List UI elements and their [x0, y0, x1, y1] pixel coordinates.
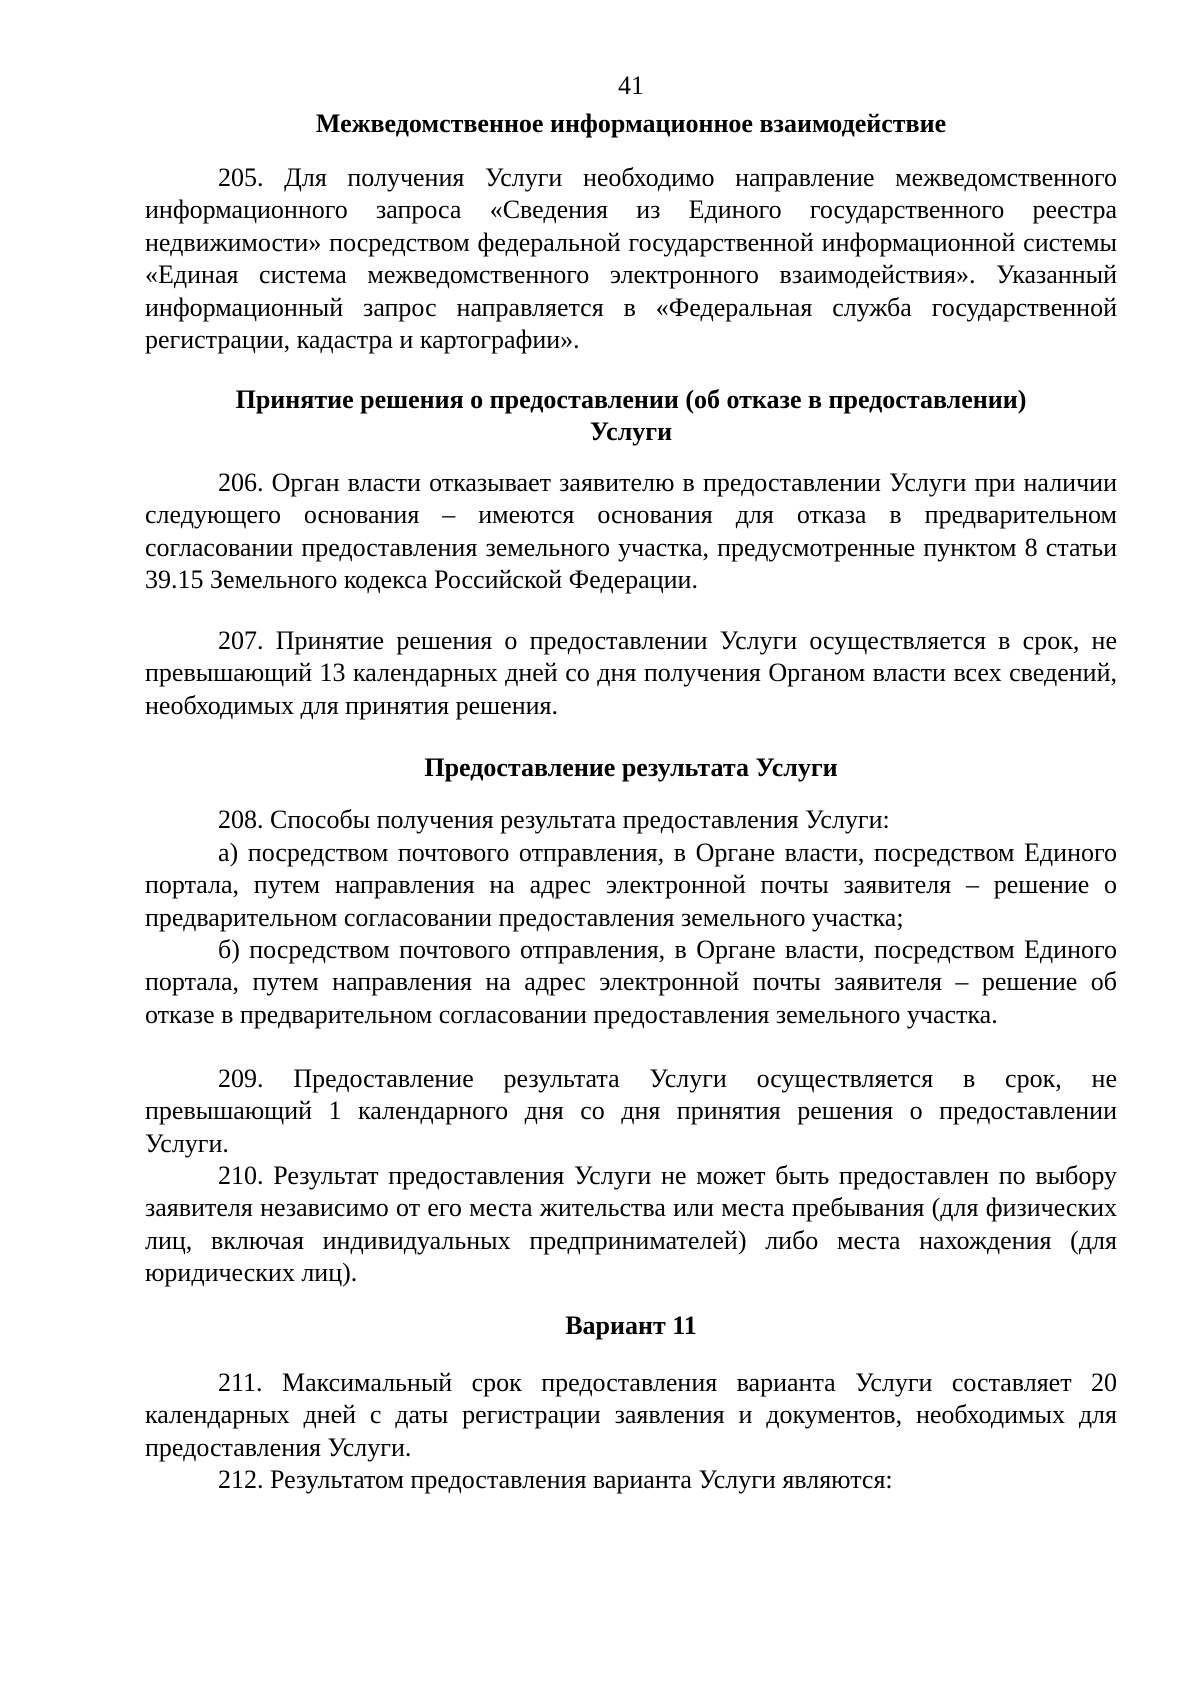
paragraph-207: 207. Принятие решения о предоставлении Услуги осуществляется в срок, не превышающий 13 календарных дней со дня получения Органом власти всех сведений, необходимых для принятия решения. [145, 626, 1117, 720]
paragraph-205: 205. Для получения Услуги необходимо направление межведомственного информационного запроса «Сведения из Единого государственного реестра недвижимости» посредством федеральной государственной информационной системы «Единая система межведомственного электронного взаимодействия». Указанный информационный запрос направляется в «Федеральная служба государственной регистрации, кадастра и картографии». [145, 163, 1117, 355]
paragraph-212: 212. Результатом предоставления варианта Услуги являются: [218, 1465, 893, 1494]
paragraph-208: 208. Способы получения результата предоставления Услуги: [218, 805, 890, 834]
paragraph-208-b: б) посредством почтового отправления, в Органе власти, посредством Единого портала, путем направления на адрес электронной почты заявителя – решение об отказе в предварительном согласовании предоставления земельного участка. [145, 935, 1117, 1029]
paragraph-209: 209. Предоставление результата Услуги осуществляется в срок, не превышающий 1 календарного дня со дня принятия решения о предоставлении Услуги. [145, 1064, 1117, 1158]
section-heading-variant-11: Вариант 11 [565, 1311, 697, 1340]
page-number: 41 [618, 71, 644, 100]
paragraph-208-a: а) посредством почтового отправления, в Органе власти, посредством Единого портала, путем направления на адрес электронной почты заявителя – решение о предварительном согласовании предоставления земельного участка; [145, 838, 1117, 932]
section-heading-result: Предоставление результата Услуги [424, 753, 838, 782]
paragraph-210: 210. Результат предоставления Услуги не может быть предоставлен по выбору заявителя независимо от его места жительства или места пребывания (для физических лиц, включая индивидуальных предпринимателей) либо места нахождения (для юридических лиц). [145, 1161, 1117, 1288]
paragraph-206: 206. Орган власти отказывает заявителю в предоставлении Услуги при наличии следующего основания – имеются основания для отказа в предварительном согласовании предоставления земельного участка, предусмотренные пунктом 8 статьи 39.15 Земельного кодекса Российской Федерации. [145, 468, 1117, 595]
section-heading-interagency: Межведомственное информационное взаимодействие [315, 109, 947, 138]
paragraph-211: 211. Максимальный срок предоставления варианта Услуги составляет 20 календарных дней с даты регистрации заявления и документов, необходимых для предоставления Услуги. [145, 1368, 1117, 1462]
section-heading-decision: Принятие решения о предоставлении (об отказе в предоставлении) Услуги [235, 385, 1027, 446]
